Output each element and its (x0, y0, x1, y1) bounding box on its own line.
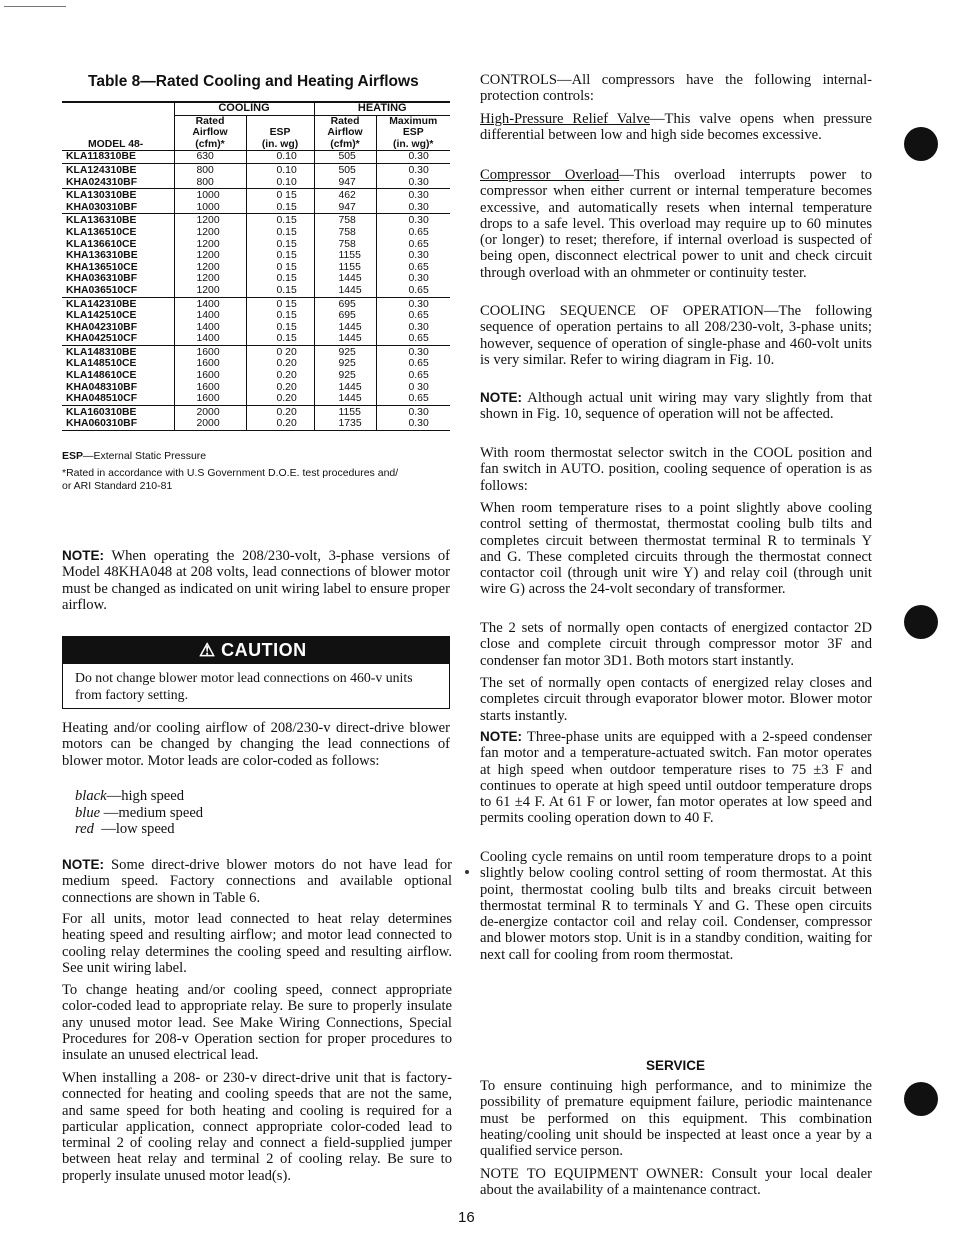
value-cell: 1400 (174, 333, 246, 345)
para-cooling-cycle: Cooling cycle remains on until room temperature drops to a point slightly below cooling control setting of room thermostat. At this point, thermostat cooling bulb tilts and breaks circuit between thermostat terminal R to terminals Y and G. These open circuits de-energize contactor coil and relay coil. Condenser, compressor and blower motors stop. Unit is in a standby condition, waiting for next call for cooling from room thermostat. (480, 849, 872, 963)
table-row (62, 262, 450, 274)
value-cell: 2000 (174, 418, 246, 430)
value-cell: 0.30 (376, 405, 450, 418)
table-row (62, 163, 450, 176)
para-compressor-overload: Compressor Overload—This overload interrupts power to compressor when either current or internal temperature becomes excessive, and automatically resets when internal temperature drops to a safe level. This overload may require up to 60 minutes (or longer) to reset; therefore, if internal overload is suspected of being open, disconnect electrical power to unit and check circuit through overload with an ohmmeter or continuity tester. (480, 167, 872, 281)
model-cell: KHA036510CF (62, 285, 174, 297)
value-cell: 1000 (174, 189, 246, 202)
value-cell: 1200 (174, 250, 246, 262)
value-cell: 0.65 (376, 370, 450, 382)
value-cell: 0.65 (376, 285, 450, 297)
value-cell: 0.30 (376, 202, 450, 214)
table-row (62, 393, 450, 405)
table-row (62, 227, 450, 239)
value-cell: 1445 (314, 393, 376, 405)
model-cell: KLA148510CE (66, 358, 137, 370)
note-three-phase-fan: NOTE: Three-phase units are equipped with a 2-speed condenser fan motor and a temperature-actuated switch. Fan motor operates at high speed when outdoor temperature rises to 75 ±3 F and continues to operate at high speed until outdoor temperature drops to 61 ±4 F. At 61 F or lower, fan motor operates at low speed and permits cooling operation down to 40 F. (480, 729, 872, 827)
table-row (62, 345, 450, 358)
para-when-room-temp-rises: When room temperature rises to a point slightly above cooling control setting of thermostat, thermostat cooling bulb tilts and completes circuit between thermostat terminal R to terminals Y and G. These completed circuits through the thermostat connect contactor coil (through unit wire Y) and relay coil (through unit wire G) across the 24-volt secondary of transformer. (480, 500, 872, 598)
value-cell: 505 (314, 163, 376, 176)
model-cell: KHA036310BF (66, 273, 138, 285)
value-cell: 0.30 (376, 163, 450, 176)
value-cell: 0.65 (376, 262, 450, 274)
value-cell: 695 (314, 310, 376, 322)
value-cell: 1200 (174, 273, 246, 285)
value-cell: 0.15 (246, 214, 314, 227)
value-cell: 1200 (174, 239, 246, 251)
value-cell: 0.15 (246, 333, 314, 345)
value-cell: 925 (314, 345, 376, 358)
model-cell: KHA060310BF (62, 418, 174, 430)
value-cell: 0.30 (376, 189, 450, 202)
table-row (62, 239, 450, 251)
value-cell: 0.30 (376, 250, 450, 262)
value-cell: 0 15 (246, 297, 314, 310)
value-cell: 1155 (314, 405, 376, 418)
lead-blue: blue —medium speed (75, 805, 204, 821)
value-cell: 1445 (314, 382, 376, 394)
value-cell: 0.10 (246, 163, 314, 176)
para-service: To ensure continuing high performance, and to minimize the possibility of premature equipment failure, periodic maintenance must be performed on this equipment. This combination heating/cooling unit should be inspected at least once a year by a qualified service person. (480, 1078, 872, 1160)
col-cool-airflow-header: Rated Airflow (cfm)* (174, 115, 246, 151)
value-cell: 758 (314, 227, 376, 239)
value-cell: 0.30 (376, 322, 450, 334)
para-cooling-sequence: COOLING SEQUENCE OF OPERATION—The following sequence of operation pertains to all 208/230-volt, 3-phase units; however, sequence of operation of single-phase and 460-volt units is very similar. Refer to wiring diagram in Fig. 10. (480, 303, 872, 368)
table-title: Table 8—Rated Cooling and Heating Airflows (88, 73, 419, 90)
value-cell: 1200 (174, 227, 246, 239)
col-model-header: MODEL 48- (62, 115, 174, 151)
para-owner-note: NOTE TO EQUIPMENT OWNER: Consult your local dealer about the availability of a maintenance contract. (480, 1166, 872, 1199)
value-cell: 758 (314, 239, 376, 251)
value-cell: 1400 (174, 322, 246, 334)
model-cell: KLA148610CE (66, 370, 137, 382)
value-cell: 0.65 (376, 393, 450, 405)
value-cell: 0.10 (246, 151, 314, 164)
model-cell: KLA118310BE (62, 151, 174, 164)
model-cell: KLA136610CE (66, 238, 137, 250)
value-cell: 0.15 (246, 322, 314, 334)
table-row (62, 322, 450, 334)
para-high-pressure-relief: High-Pressure Relief Valve—This valve opens when pressure differential between low and high side becomes excessive. (480, 111, 872, 144)
table-row (62, 370, 450, 382)
model-cell: KLA160310BE (66, 406, 137, 418)
model-cell: KHA042510CF (62, 333, 174, 345)
model-cell: KHA030310BF (62, 202, 174, 214)
value-cell: 505 (314, 151, 376, 164)
table-row (62, 189, 450, 202)
value-cell: 1445 (314, 322, 376, 334)
table-row (62, 250, 450, 262)
group-heating: HEATING (314, 102, 450, 115)
value-cell: 1600 (174, 345, 246, 358)
value-cell: 1400 (174, 310, 246, 322)
margin-speck (465, 870, 469, 874)
model-cell: KHA136510CE (66, 261, 138, 273)
table-row (62, 151, 450, 164)
para-installing: When installing a 208- or 230-v direct-drive unit that is factory-connected for heating and cooling speeds that are not the same, and same speed for both heating and cooling is required for a particular application, connect appropriate color-coded lead to terminal 2 of cooling relay and connect a field-supplied jumper between heat relay and terminal 2 of cooling relay. Be sure to properly insulate unused motor lead(s). (62, 1070, 452, 1184)
value-cell: 630 (174, 151, 246, 164)
para-relay-contacts: The set of normally open contacts of energized relay closes and completes circuit through evaporator blower motor. Blower motor starts instantly. (480, 675, 872, 724)
value-cell: 758 (314, 214, 376, 227)
group-cooling: COOLING (174, 102, 314, 115)
table-row (62, 214, 450, 227)
note-208-volts: NOTE: When operating the 208/230-volt, 3-phase versions of Model 48KHA048 at 208 volts, lead connections of blower motor must be changed as indicated on unit wiring label to ensure proper airflow. (62, 548, 450, 613)
col-heat-esp-header: Maximum ESP (in. wg)* (376, 115, 450, 151)
table-row (62, 273, 450, 285)
value-cell: 0.20 (246, 370, 314, 382)
binder-hole-bottom (904, 1082, 938, 1116)
value-cell: 1445 (314, 333, 376, 345)
model-cell: KHA042310BF (66, 321, 138, 333)
model-cell: KLA136310BE (66, 215, 137, 227)
value-cell: 1445 (314, 273, 376, 285)
value-cell: 1400 (174, 297, 246, 310)
caution-box (62, 636, 450, 709)
value-cell: 0.20 (246, 382, 314, 394)
col-cool-esp-header: ESP (in. wg) (246, 115, 314, 151)
model-cell: KHA048310BF (66, 381, 138, 393)
value-cell: 0.15 (246, 227, 314, 239)
value-cell: 1155 (314, 262, 376, 274)
page-number: 16 (458, 1209, 475, 1226)
value-cell: 0.20 (246, 393, 314, 405)
value-cell: 1200 (174, 285, 246, 297)
value-cell: 0 30 (376, 382, 450, 394)
model-cell: KLA142510CE (66, 310, 137, 322)
value-cell: 0 20 (246, 345, 314, 358)
lead-red: red —low speed (75, 821, 175, 837)
lead-black: black—high speed (75, 788, 185, 804)
value-cell: 0.20 (246, 418, 314, 430)
para-controls: CONTROLS—All compressors have the following internal-protection controls: (480, 72, 872, 105)
value-cell: 1200 (174, 262, 246, 274)
value-cell: 0.30 (376, 297, 450, 310)
footnote-esp: ESP—External Static Pressure (62, 450, 207, 462)
value-cell: 0.15 (246, 250, 314, 262)
value-cell: 0.20 (246, 358, 314, 370)
note-medium-speed: NOTE: Some direct-drive blower motors do not have lead for medium speed. Factory connections and available optional connections are shown in Table 6. (62, 857, 452, 906)
model-cell: KLA148310BE (66, 346, 137, 358)
value-cell: 925 (314, 370, 376, 382)
table-row (62, 418, 450, 430)
value-cell: 800 (174, 177, 246, 189)
value-cell: 1000 (174, 202, 246, 214)
value-cell: 1600 (174, 370, 246, 382)
value-cell: 800 (174, 163, 246, 176)
model-cell: KLA136510CE (66, 226, 137, 238)
footnote-rated-2: or ARI Standard 210-81 (62, 480, 173, 492)
value-cell: 0.30 (376, 345, 450, 358)
binder-hole-middle (904, 605, 938, 639)
model-cell: KHA048510CF (62, 393, 174, 405)
model-cell: KLA142310BE (66, 298, 137, 310)
table-row (62, 382, 450, 394)
footnote-rated-1: *Rated in accordance with U.S Government D.O.E. test procedures and/ (62, 467, 399, 479)
value-cell: 1155 (314, 250, 376, 262)
value-cell: 1735 (314, 418, 376, 430)
value-cell: 0.30 (376, 273, 450, 285)
value-cell: 1600 (174, 358, 246, 370)
value-cell: 0.65 (376, 239, 450, 251)
value-cell: 0.15 (246, 202, 314, 214)
table-row (62, 202, 450, 214)
table-row (62, 405, 450, 418)
value-cell: 0.20 (246, 405, 314, 418)
para-contactor-sets: The 2 sets of normally open contacts of energized contactor 2D close and complete circuit through compressor motor 3F and condenser fan motor 3D1. Both motors start instantly. (480, 620, 872, 669)
value-cell: 1600 (174, 393, 246, 405)
value-cell: 0.65 (376, 310, 450, 322)
value-cell: 947 (314, 177, 376, 189)
value-cell: 0 15 (246, 189, 314, 202)
value-cell: 695 (314, 297, 376, 310)
model-cell: KHA136310BE (66, 250, 138, 262)
table-row (62, 333, 450, 345)
table-row (62, 177, 450, 189)
value-cell: 1600 (174, 382, 246, 394)
caution-header-bar (63, 637, 449, 664)
top-rule (4, 6, 66, 7)
value-cell: 0.15 (246, 285, 314, 297)
table-row (62, 358, 450, 370)
value-cell: 0.15 (246, 239, 314, 251)
value-cell: 0.15 (246, 273, 314, 285)
model-cell: KHA024310BF (62, 177, 174, 189)
caution-title: ⚠ CAUTION (199, 640, 307, 660)
value-cell: 0.30 (376, 418, 450, 430)
para-heating-airflow: Heating and/or cooling airflow of 208/230-v direct-drive blower motors can be changed by changing the lead connections of blower motor. Motor leads are color-coded as follows: (62, 720, 450, 769)
note-wiring-vary: NOTE: Although actual unit wiring may vary slightly from that shown in Fig. 10, sequence of operation will not be affected. (480, 390, 872, 423)
value-cell: 1200 (174, 214, 246, 227)
value-cell: 1445 (314, 285, 376, 297)
model-cell: KLA124310BE (66, 164, 137, 176)
value-cell: 0.65 (376, 333, 450, 345)
binder-hole-top (904, 127, 938, 161)
value-cell: 947 (314, 202, 376, 214)
table-row (62, 285, 450, 297)
caution-text: Do not change blower motor lead connections on 460-v units from factory setting. (75, 670, 413, 702)
para-with-room-thermostat: With room thermostat selector switch in the COOL position and fan switch in AUTO. position, cooling sequence of operation is as follows: (480, 445, 872, 494)
value-cell: 925 (314, 358, 376, 370)
value-cell: 0.15 (246, 310, 314, 322)
value-cell: 462 (314, 189, 376, 202)
para-change-speed: To change heating and/or cooling speed, connect appropriate color-coded lead to appropriate relay. Be sure to properly insulate any unused motor lead. See Make Wiring Connections, Special Procedures for 208-v Operation section for proper procedures to insulate an unused electrical lead. (62, 982, 452, 1064)
value-cell: 0 15 (246, 262, 314, 274)
value-cell: 0.10 (246, 177, 314, 189)
airflow-table (62, 101, 450, 431)
service-heading: SERVICE (646, 1058, 706, 1073)
value-cell: 0.30 (376, 177, 450, 189)
table-row (62, 297, 450, 310)
value-cell: 2000 (174, 405, 246, 418)
para-all-units: For all units, motor lead connected to heat relay determines heating speed and resulting airflow; and motor lead connected to cooling relay determines the cooling speed and resulting airflow. See unit wiring label. (62, 911, 452, 976)
value-cell: 0.65 (376, 358, 450, 370)
value-cell: 0.30 (376, 214, 450, 227)
table-row (62, 310, 450, 322)
model-cell: KLA130310BE (66, 190, 137, 202)
col-heat-airflow-header: Rated Airflow (cfm)* (314, 115, 376, 151)
value-cell: 0.30 (376, 151, 450, 164)
value-cell: 0.65 (376, 227, 450, 239)
